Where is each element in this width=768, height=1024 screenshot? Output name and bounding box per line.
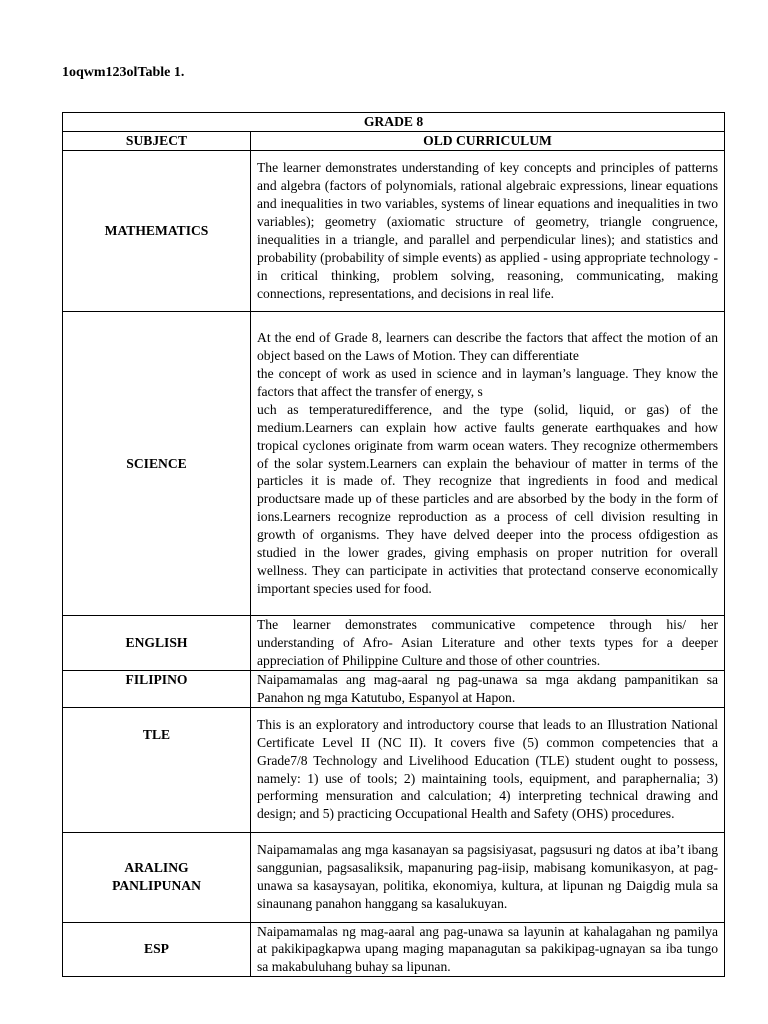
description-cell: Naipamamalas ang mga kasanayan sa pagsisiyasat, pagsusuri ng datos at iba’t ibang sanggunian, pagsasaliksik, mapanuring pag-iisip, mabisang komunikasyon, at pag-unawa sa kasaysayan, politika, ekonomiya, kultura, at lipunan ng Daigdig mula sa sinaunang panahon hanggang sa kasalukuyan.: [251, 832, 725, 922]
grade-header: GRADE 8: [63, 113, 725, 132]
subject-cell: [63, 832, 251, 922]
description-line: the concept of work as used in science and in layman’s language. They know the factors that affect the transfer of energy, s: [257, 366, 719, 399]
subject-column-header: SUBJECT: [63, 132, 251, 151]
table-row-araling-panlipunan: [63, 832, 725, 922]
subject-label: TLE: [142, 726, 171, 742]
table-row-mathematics: [63, 151, 725, 312]
table-row-science: [63, 312, 725, 616]
description-cell: Naipamamalas ang mag-aaral ng pag-unawa sa mga akdang pampanitikan sa Panahon ng mga Katutubo, Espanyol at Hapon.: [251, 670, 725, 707]
description-line: At the end of Grade 8, learners can describe the factors that affect the motion of an object based on the Laws of Motion. They can differentiate: [257, 330, 719, 364]
subject-cell: FILIPINO: [63, 670, 251, 707]
table-caption: 1oqwm123olTable 1.: [62, 65, 185, 80]
description-cell: This is an exploratory and introductory course that leads to an Illustration National Certificate Level II (NC II). It covers five (5) common competencies that a Grade7/8 Technology and Livelihood Education (TLE) student ought to possess, namely: 1) use of tools; 2) maintaining tools, equipment, and paraphernalia; 3) performing mensuration and calculation; 4) interpreting technical drawing and design; and 5) practicing Occupational Health and Safety (OHS) procedures.: [251, 707, 725, 832]
table-row-tle: [63, 707, 725, 832]
description-cell: [251, 312, 725, 616]
description-cell: The learner demonstrates communicative competence through his/ her understanding of Afro- Asian Literature and other texts types for a deeper appreciation of Philippine Culture and those of other countries.: [251, 616, 725, 671]
description-cell: The learner demonstrates understanding of key concepts and principles of patterns and algebra (factors of polynomials, rational algebraic expressions, linear equations and inequalities in two variables, systems of linear equations and inequalities in two variables); geometry (axiomatic structure of geometry, triangle congruence, inequalities in a triangle, and parallel and perpendicular lines); and statistics and probability (probability of simple events) as applied - using appropriate technology - in critical thinking, problem solving, reasoning, communicating, making connections, representations, and decisions in real life.: [251, 151, 725, 312]
subject-cell: ESP: [63, 922, 251, 977]
subject-cell: ENGLISH: [63, 616, 251, 671]
curriculum-column-header: OLD CURRICULUM: [251, 132, 725, 151]
subject-label-line1: ARALING: [124, 860, 189, 876]
table-row-filipino: [63, 670, 725, 707]
table-row-english: [63, 616, 725, 671]
subject-cell: SCIENCE: [63, 312, 251, 616]
description-line: uch as temperaturedifference, and the type (solid, liquid, or gas) of the medium.Learners can explain how active faults generate earthquakes and how tropical cyclones originate from warm ocean waters. They recognize othermembers of the solar system.Learners can explain the behaviour of matter in terms of the particles it is made of. They recognize that ingredients in food and medical productsare made up of these particles and are absorbed by the body in the form of ions.Learners recognize reproduction as a process of cell division resulting in growth of organisms. They have delved deeper into the process ofdigestion as studied in the lower grades, giving emphasis on proper nutrition for overall wellness. They can participate in activities that protectand conserve economically important species used for food.: [257, 401, 719, 596]
grade-header-row: [63, 113, 725, 132]
subject-label-line2: PANLIPUNAN: [112, 878, 201, 894]
table-row-esp: [63, 922, 725, 977]
description-cell: Naipamamalas ng mag-aaral ang pag-unawa sa layunin at kahalagahan ng pamilya at pakikipagkapwa upang maging mapanagutan sa pakikipag-ugnayan sa iba tungo sa makabuluhang buhay sa lipunan.: [251, 922, 725, 977]
subject-cell: [63, 707, 251, 832]
curriculum-table: [62, 112, 725, 977]
subject-cell: MATHEMATICS: [63, 151, 251, 312]
column-header-row: [63, 132, 725, 151]
